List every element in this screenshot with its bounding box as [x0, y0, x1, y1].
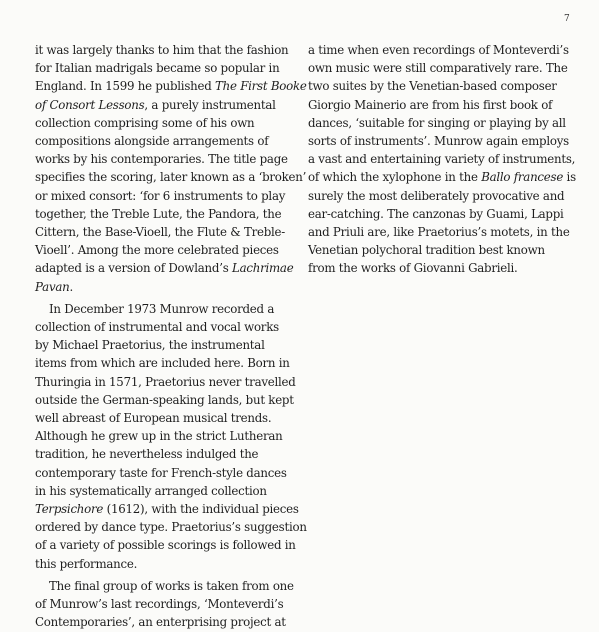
text-line — [35, 41, 287, 59]
page-number: 7 — [564, 14, 570, 24]
text-run: collection of instrumental and vocal works — [35, 320, 279, 335]
text-run: items from which are included here. Born in — [35, 356, 290, 371]
text-run: compositions alongside arrangements of — [35, 134, 269, 149]
text-line — [35, 259, 294, 277]
text-run: England. In 1599 he published — [35, 79, 216, 94]
text-run: Cittern, the Base-Vioell, the Flute & Treble- — [35, 225, 286, 240]
text-line — [35, 96, 287, 114]
text-run: outside the German-speaking lands, but kept — [35, 392, 294, 407]
right-column — [308, 41, 576, 278]
text-line — [35, 223, 287, 241]
text-line — [35, 77, 307, 95]
text-line — [308, 223, 568, 241]
paragraph-2 — [35, 300, 307, 573]
text-line — [35, 409, 287, 427]
italic-title: Ballo francese — [481, 170, 564, 185]
text-run: Although he grew up in the strict Lutheran — [35, 429, 283, 444]
italic-title: Terpsichore — [35, 502, 104, 517]
italic-title: The First Booke — [215, 79, 307, 94]
text-run: sorts of instruments’. Munrow again employs — [308, 134, 569, 149]
text-run: of Munrow’s last recordings, ‘Monteverdi’s — [35, 597, 284, 612]
text-run: specifies the scoring, later known as a ‘broken’ — [35, 170, 307, 185]
text-line — [308, 114, 568, 132]
text-run: together, the Treble Lute, the Pandora, the — [35, 206, 282, 221]
text-run: collection comprising some of his own — [35, 115, 255, 130]
text-run: a time when even recordings of Monteverdi’s — [308, 43, 569, 57]
text-run: of a variety of possible scorings is followed in — [35, 538, 296, 553]
text-line — [35, 150, 287, 168]
text-run: Contemporaries’, an enterprising project at — [35, 615, 286, 630]
text-line — [308, 77, 568, 95]
text-line — [308, 168, 576, 186]
text-line — [35, 518, 307, 536]
text-run: . — [69, 279, 73, 294]
text-line — [35, 205, 287, 223]
text-run: contemporary taste for French-style dances — [35, 465, 287, 480]
text-line — [35, 336, 287, 354]
text-line — [308, 96, 568, 114]
text-run: for Italian madrigals became so popular in — [35, 61, 280, 76]
text-line — [35, 577, 294, 595]
text-line — [35, 241, 287, 259]
text-run: dances, ‘suitable for singing or playing by all — [308, 115, 566, 130]
text-run: well abreast of European musical trends. — [35, 411, 272, 426]
text-line — [35, 59, 287, 77]
text-line — [35, 132, 287, 150]
text-line — [35, 278, 287, 296]
text-run: own music were still comparatively rare. The — [308, 61, 568, 76]
text-line — [308, 132, 568, 150]
text-line — [35, 187, 287, 205]
italic-title: Pavan — [35, 279, 70, 294]
text-run: Thuringia in 1571, Praetorius never travelled — [35, 374, 296, 389]
text-run: adapted is a version of Dowland’s — [35, 261, 233, 276]
paragraph-1 — [35, 41, 307, 296]
text-run: ear-catching. The canzonas by Guami, Lappi — [308, 206, 564, 221]
text-line — [35, 354, 290, 372]
text-run: of which the xylophone in the — [308, 170, 482, 185]
text-run: ordered by dance type. Praetorius’s suggestion — [35, 520, 307, 535]
text-line — [308, 41, 568, 59]
text-line — [35, 168, 307, 186]
text-line — [35, 500, 299, 518]
text-line — [308, 187, 568, 205]
text-run: it was largely thanks to him that the fashion — [35, 43, 289, 57]
text-run: by Michael Praetorius, the instrumental — [35, 338, 265, 353]
paragraph-3 — [35, 577, 294, 632]
text-run: works by his contemporaries. The title page — [35, 152, 288, 167]
text-run: In December 1973 Munrow recorded a — [49, 301, 275, 316]
text-run: Vioell’. Among the more celebrated pieces — [35, 243, 279, 258]
text-run: this performance. — [35, 556, 138, 571]
text-line — [308, 259, 568, 277]
text-run: (1612), with the individual pieces — [103, 502, 299, 517]
text-line — [308, 59, 568, 77]
text-line — [35, 391, 294, 409]
italic-title: of Consort Lessons — [35, 97, 145, 112]
text-line — [35, 373, 296, 391]
text-line — [35, 482, 287, 500]
text-line — [35, 318, 287, 336]
text-line — [35, 595, 287, 613]
text-run: Venetian polychoral tradition best known — [308, 243, 545, 258]
text-line — [35, 464, 287, 482]
text-line — [35, 114, 287, 132]
text-line — [35, 300, 287, 318]
text-run: two suites by the Venetian-based composer — [308, 79, 557, 94]
text-run: a vast and entertaining variety of instruments, — [308, 152, 576, 167]
text-line — [35, 427, 287, 445]
left-column — [35, 41, 307, 632]
text-run: The final group of works is taken from one — [49, 578, 294, 593]
text-line — [308, 241, 568, 259]
text-line — [35, 555, 287, 573]
text-run: and Priuli are, like Praetorius’s motets, in the — [308, 225, 570, 240]
text-run: Giorgio Mainerio are from his first book of — [308, 97, 553, 112]
text-run: or mixed consort: ‘for 6 instruments to play — [35, 188, 286, 203]
text-line — [35, 613, 287, 631]
paragraph-4 — [308, 41, 576, 278]
text-line — [35, 445, 287, 463]
text-line — [35, 536, 296, 554]
text-run: tradition, he nevertheless indulged the — [35, 447, 259, 462]
text-run: from the works of Giovanni Gabrieli. — [308, 261, 518, 276]
text-run: in his systematically arranged collection — [35, 483, 267, 498]
text-run: is — [563, 170, 576, 185]
text-line — [308, 150, 576, 168]
text-run: , a purely instrumental — [144, 97, 276, 112]
italic-title: Lachrimae — [232, 261, 294, 276]
text-run: surely the most deliberately provocative and — [308, 188, 565, 203]
text-line — [308, 205, 568, 223]
